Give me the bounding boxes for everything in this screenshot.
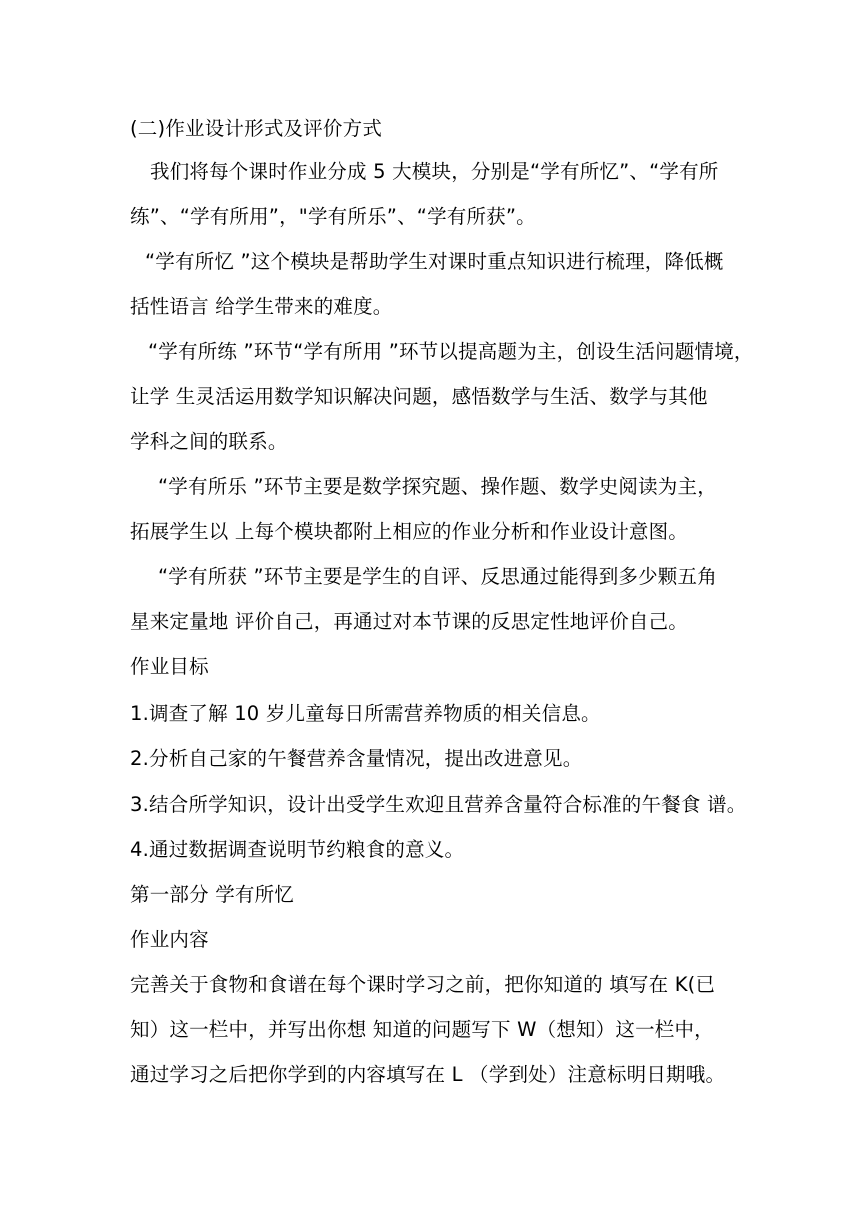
paragraph-line: 星来定量地 评价自己，再通过对本节课的反思定性地评价自己。 — [130, 610, 688, 633]
goal-item: 1.调查了解 10 岁儿童每日所需营养物质的相关信息。 — [130, 702, 601, 725]
goal-item: 4.通过数据调查说明节约粮食的意义。 — [130, 838, 465, 861]
paragraph-line: “学有所练 ”环节“学有所用 ”环节以提高题为主，创设生活问题情境， — [148, 340, 754, 363]
content-heading: 作业内容 — [130, 928, 209, 951]
content-line: 知）这一栏中，并写出你想 知道的问题写下 W（想知）这一栏中， — [130, 1018, 714, 1041]
content-line: 完善关于食物和食谱在每个课时学习之前，把你知道的 填写在 K(已 — [130, 973, 716, 996]
paragraph-line: “学有所乐 ”环节主要是数学探究题、操作题、数学史阅读为主， — [158, 475, 717, 498]
paragraph-line: “学有所忆 ”这个模块是帮助学生对课时重点知识进行梳理，降低概 — [145, 250, 724, 273]
paragraph-line: 让学 生灵活运用数学知识解决问题，感悟数学与生活、数学与其他 — [130, 385, 708, 408]
paragraph-line: 我们将每个课时作业分成 5 大模块，分别是“学有所忆”、“学有所 — [150, 160, 719, 183]
paragraph-line: “学有所获 ”环节主要是学生的自评、反思通过能得到多少颗五角 — [158, 565, 717, 588]
paragraph-line: 括性语言 给学生带来的难度。 — [130, 295, 393, 318]
goals-heading: 作业目标 — [130, 655, 209, 678]
goal-item: 2.分析自己家的午餐营养含量情况，提出改进意见。 — [130, 747, 583, 770]
paragraph-line: 练”、“学有所用”，"学有所乐”、“学有所获”。 — [130, 205, 536, 228]
paragraph-line: 拓展学生以 上每个模块都附上相应的作业分析和作业设计意图。 — [130, 520, 688, 543]
paragraph-line: 学科之间的联系。 — [130, 430, 288, 453]
section-heading: (二)作业设计形式及评价方式 — [130, 117, 383, 140]
content-line: 通过学习之后把你学到的内容填写在 L （学到处）注意标明日期哦。 — [130, 1063, 726, 1086]
goal-item: 3.结合所学知识，设计出受学生欢迎且营养含量符合标准的午餐食 谱。 — [130, 793, 747, 816]
part1-heading: 第一部分 学有所忆 — [130, 883, 294, 906]
